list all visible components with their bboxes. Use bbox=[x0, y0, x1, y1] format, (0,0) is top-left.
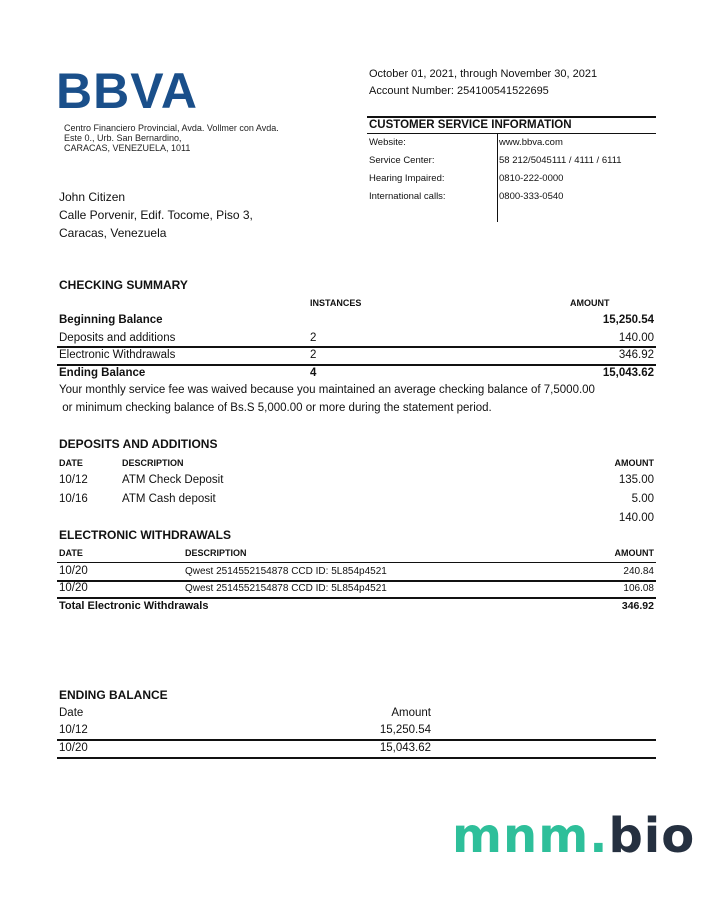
summary-amount: 346.92 bbox=[618, 349, 654, 361]
divider bbox=[57, 346, 656, 348]
deposit-date: 10/12 bbox=[59, 474, 88, 486]
cs-row-hearing-impaired bbox=[369, 173, 656, 191]
balance-amount: 15,250.54 bbox=[379, 724, 431, 736]
fee-note-line: or minimum checking balance of Bs.S 5,000.00 or more during the statement period. bbox=[59, 402, 492, 414]
col-header-amount: Amount bbox=[391, 707, 431, 719]
ending-balance-title: ENDING BALANCE bbox=[59, 688, 168, 702]
cs-label: Service Center: bbox=[369, 155, 435, 166]
col-header-amount: AMOUNT bbox=[614, 548, 654, 558]
cs-label: Website: bbox=[369, 137, 406, 148]
account-number: Account Number: 254100541522695 bbox=[369, 85, 549, 97]
deposit-date: 10/16 bbox=[59, 493, 88, 505]
summary-instances: 2 bbox=[310, 332, 317, 344]
divider bbox=[57, 597, 656, 599]
summary-label: Beginning Balance bbox=[59, 314, 163, 326]
cs-row-international bbox=[369, 191, 656, 209]
col-header-description: DESCRIPTION bbox=[185, 548, 247, 558]
col-header-date: DATE bbox=[59, 548, 83, 558]
withdrawal-amount: 106.08 bbox=[623, 583, 654, 594]
statement-header bbox=[369, 66, 597, 100]
watermark-part: bio bbox=[608, 808, 696, 864]
logo-text: BBVA bbox=[56, 63, 198, 112]
summary-instances: 4 bbox=[310, 367, 317, 379]
bbva-logo bbox=[56, 62, 226, 112]
col-header-instances: INSTANCES bbox=[310, 298, 362, 308]
deposit-amount: 5.00 bbox=[631, 493, 654, 505]
deposit-amount: 135.00 bbox=[618, 474, 654, 486]
summary-amount: 140.00 bbox=[618, 332, 654, 344]
col-header-amount: AMOUNT bbox=[570, 298, 610, 308]
withdrawal-description: Qwest 2514552154878 CCD ID: 5L854p4521 bbox=[185, 583, 387, 594]
statement-period: October 01, 2021, through November 30, 2021 bbox=[369, 68, 598, 80]
bank-address-line: Este 0., Urb. San Bernardino, bbox=[64, 133, 182, 143]
cs-value-link[interactable]: www.bbva.com bbox=[499, 137, 563, 148]
col-header-date: DATE bbox=[59, 458, 83, 468]
cs-label: Hearing Impaired: bbox=[369, 173, 445, 184]
col-header-date: Date bbox=[59, 707, 84, 719]
bank-address-line: CARACAS, VENEZUELA, 1011 bbox=[64, 143, 191, 153]
withdrawal-date: 10/20 bbox=[59, 565, 88, 577]
withdrawals-total-label: Total Electronic Withdrawals bbox=[59, 600, 209, 612]
balance-date: 10/20 bbox=[59, 742, 88, 754]
watermark-part: mnm. bbox=[452, 808, 609, 864]
withdrawals-total-amount: 346.92 bbox=[621, 600, 654, 612]
cs-row-website bbox=[369, 137, 656, 155]
watermark bbox=[452, 808, 695, 864]
deposits-title: DEPOSITS AND ADDITIONS bbox=[59, 437, 218, 451]
cs-row-service-center bbox=[369, 155, 656, 173]
withdrawal-date: 10/20 bbox=[59, 582, 88, 594]
summary-instances: 2 bbox=[310, 349, 317, 361]
summary-label: Deposits and additions bbox=[59, 332, 176, 344]
cs-label: International calls: bbox=[369, 191, 446, 202]
fee-note-line: Your monthly service fee was waived because you maintained an average checking balance of 7,5000.00 bbox=[59, 384, 595, 396]
deposit-description: ATM Check Deposit bbox=[122, 474, 224, 486]
withdrawal-description: Qwest 2514552154878 CCD ID: 5L854p4521 bbox=[185, 566, 387, 577]
withdrawal-amount: 240.84 bbox=[623, 566, 654, 577]
withdrawals-title: ELECTRONIC WITHDRAWALS bbox=[59, 528, 231, 542]
summary-label: Ending Balance bbox=[59, 367, 146, 379]
customer-name: John Citizen bbox=[59, 190, 126, 204]
balance-amount: 15,043.62 bbox=[379, 742, 431, 754]
cs-value: 0800-333-0540 bbox=[499, 191, 564, 202]
bank-address-line: Centro Financiero Provincial, Avda. Vollmer con Avda. bbox=[64, 123, 279, 133]
customer-address-line: Calle Porvenir, Edif. Tocome, Piso 3, bbox=[59, 208, 253, 222]
summary-label: Electronic Withdrawals bbox=[59, 349, 176, 361]
divider bbox=[367, 133, 656, 134]
customer-service-box bbox=[367, 116, 656, 226]
customer-address-block bbox=[59, 188, 253, 242]
col-header-description: DESCRIPTION bbox=[122, 458, 184, 468]
divider bbox=[367, 116, 656, 118]
customer-address-line: Caracas, Venezuela bbox=[59, 226, 167, 240]
checking-summary-title: CHECKING SUMMARY bbox=[59, 278, 188, 292]
summary-amount: 15,250.54 bbox=[602, 314, 654, 326]
cs-value: 0810-222-0000 bbox=[499, 173, 564, 184]
cs-value: 58 212/5045111 / 4111 / 6111 bbox=[499, 155, 622, 166]
customer-service-title: CUSTOMER SERVICE INFORMATION bbox=[369, 119, 572, 131]
col-header-amount: AMOUNT bbox=[614, 458, 654, 468]
balance-date: 10/12 bbox=[59, 724, 88, 736]
deposit-total: 140.00 bbox=[618, 512, 654, 524]
bank-address bbox=[64, 123, 279, 153]
summary-amount: 15,043.62 bbox=[602, 367, 654, 379]
divider bbox=[57, 364, 656, 366]
deposit-description: ATM Cash deposit bbox=[122, 493, 216, 505]
divider bbox=[57, 739, 656, 741]
divider bbox=[57, 580, 656, 582]
divider bbox=[57, 757, 656, 759]
divider bbox=[57, 562, 656, 563]
